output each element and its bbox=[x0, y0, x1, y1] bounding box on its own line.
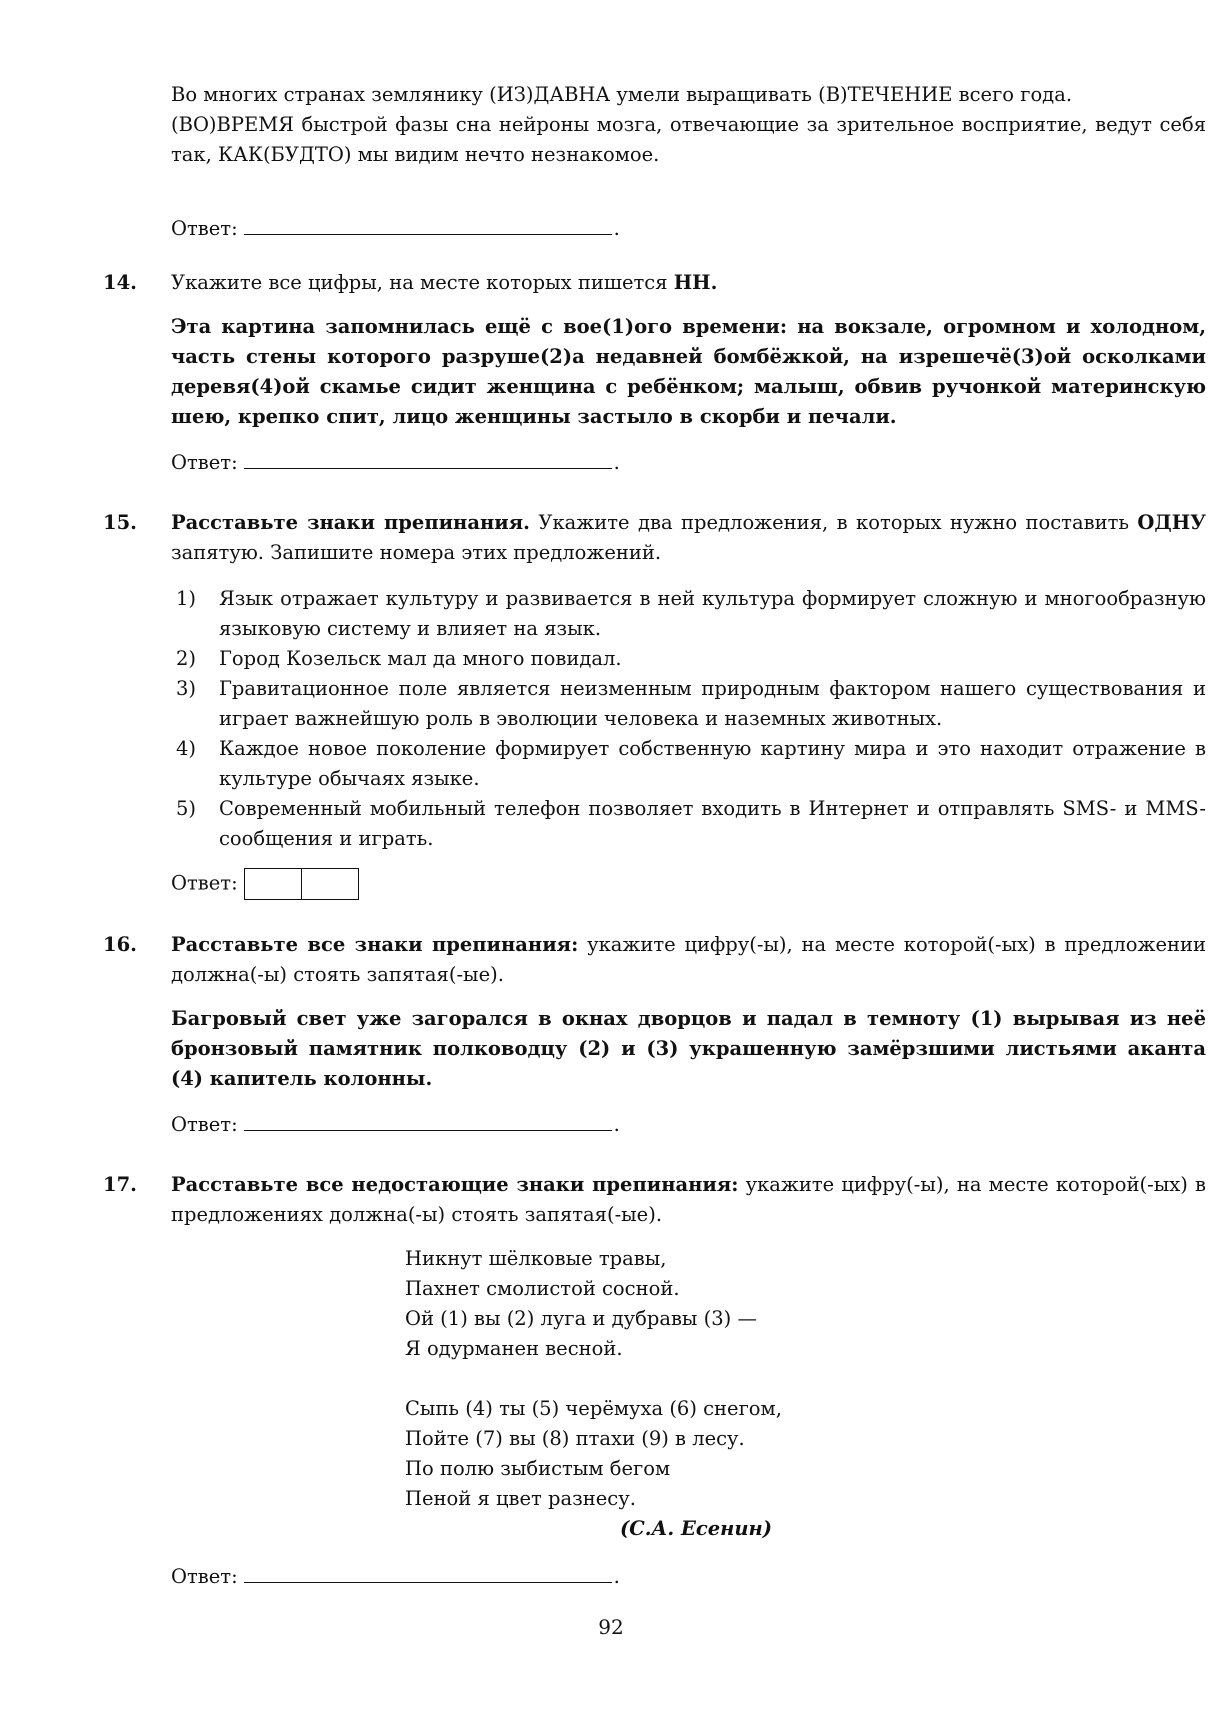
q15-prompt-text: Укажите два предложения, в которых нужно поставить bbox=[529, 511, 1138, 534]
answer-dot: . bbox=[613, 1113, 620, 1136]
option-text: Язык отражает культуру и развивается в ней культура формирует сложную и многообразную языковую систему и влияет на язык. bbox=[219, 587, 1206, 640]
q14-prompt bbox=[171, 268, 1206, 298]
answer-17 bbox=[171, 1562, 620, 1592]
list-item bbox=[171, 584, 1206, 644]
poem-line: Сыпь (4) ты (5) черёмуха (6) снегом, bbox=[405, 1397, 782, 1420]
answer-label: Ответ: bbox=[171, 1565, 238, 1588]
q16-prompt-bold: Расставьте все знаки препинания: bbox=[171, 933, 579, 956]
answer-16-field[interactable] bbox=[244, 1110, 612, 1131]
q14-number: 14. bbox=[103, 271, 137, 294]
q15-prompt-bold2: ОДНУ bbox=[1137, 511, 1206, 534]
page-number: 92 bbox=[598, 1615, 624, 1639]
q16-prompt bbox=[171, 930, 1206, 990]
option-text: Каждое новое поколение формирует собственную картину мира и это находит отражение в культуре обычаях языке. bbox=[219, 737, 1206, 790]
q17-prompt-bold: Расставьте все недостающие знаки препинания: bbox=[171, 1173, 739, 1196]
q15-prompt-text2: запятую. Запишите номера этих предложений. bbox=[171, 541, 662, 564]
poem-line: Пойте (7) вы (8) птахи (9) в лесу. bbox=[405, 1427, 745, 1450]
poem-line: Я одурманен весной. bbox=[405, 1337, 623, 1360]
q15-options bbox=[171, 584, 1206, 854]
option-number: 3) bbox=[176, 677, 197, 700]
option-text: Город Козельск мал да много повидал. bbox=[219, 647, 622, 670]
q17-poem bbox=[405, 1244, 782, 1514]
answer-box[interactable] bbox=[245, 869, 301, 899]
q14-prompt-bold: НН. bbox=[673, 271, 718, 294]
q15-prompt bbox=[171, 508, 1206, 568]
q14-prompt-text: Укажите все цифры, на месте которых пишется bbox=[171, 271, 674, 294]
answer-dot: . bbox=[613, 1565, 620, 1588]
poem-stanza bbox=[405, 1394, 782, 1514]
top-text bbox=[171, 80, 1206, 170]
answer-dot: . bbox=[613, 217, 620, 240]
top-sentence-2: (ВО)ВРЕМЯ быстрой фазы сна нейроны мозга, отвечающие за зрительное восприятие, ведут себя так, КАК(БУДТО) мы видим нечто незнакомое. bbox=[171, 113, 1206, 166]
answer-box[interactable] bbox=[301, 869, 358, 899]
answer-15 bbox=[171, 868, 359, 900]
answer-dot: . bbox=[613, 451, 620, 474]
answer-16 bbox=[171, 1110, 620, 1140]
answer-label: Ответ: bbox=[171, 217, 238, 240]
q16-text: Багровый свет уже загорался в окнах дворцов и падал в темноту (1) вырывая из неё бронзовый памятник полководцу (2) и (3) украшенную замёрзшими листьями аканта (4) капитель колонны. bbox=[171, 1007, 1206, 1090]
q16-number: 16. bbox=[103, 933, 137, 956]
answer-label: Ответ: bbox=[171, 451, 238, 474]
q14-text: Эта картина запомнилась ещё с вое(1)ого времени: на вокзале, огромном и холодном, часть стены которого разруше(2)а недавней бомбёжкой, на изрешечё(3)ой осколками деревя(4)ой скамье сидит женщина с ребёнком; малыш, обвив ручонкой материнскую шею, крепко спит, лицо женщины застыло в скорби и печали. bbox=[171, 315, 1206, 428]
poem-line: Пахнет смолистой сосной. bbox=[405, 1277, 680, 1300]
q15-prompt-bold: Расставьте знаки препинания. bbox=[171, 511, 530, 534]
q17-number: 17. bbox=[103, 1173, 137, 1196]
answer-13-field[interactable] bbox=[244, 214, 612, 235]
answer-14-field[interactable] bbox=[244, 448, 612, 469]
poem-line: Никнут шёлковые травы, bbox=[405, 1247, 667, 1270]
poem-author: (С.А. Есенин) bbox=[620, 1517, 772, 1540]
poem-line: Ой (1) вы (2) луга и дубравы (3) — bbox=[405, 1307, 757, 1330]
answer-13 bbox=[171, 214, 620, 244]
list-item bbox=[171, 644, 1206, 674]
q15-number: 15. bbox=[103, 511, 137, 534]
poem-stanza bbox=[405, 1244, 782, 1364]
q17-prompt-text: укажите цифру(-ы), на месте которой(-ых) в предложениях должна(-ы) стоять запятая(-ые). bbox=[171, 1173, 1207, 1226]
answer-label: Ответ: bbox=[171, 871, 238, 895]
q16-prompt-text: укажите цифру(-ы), на месте которой(-ых) в предложении должна(-ы) стоять запятая(-ые). bbox=[171, 933, 1206, 986]
q17-prompt bbox=[171, 1170, 1206, 1230]
list-item bbox=[171, 734, 1206, 794]
option-number: 1) bbox=[176, 587, 197, 610]
answer-17-field[interactable] bbox=[244, 1562, 612, 1583]
option-text: Гравитационное поле является неизменным природным фактором нашего существования и играет важнейшую роль в эволюции человека и наземных животных. bbox=[219, 677, 1206, 730]
option-number: 5) bbox=[176, 797, 197, 820]
list-item bbox=[171, 674, 1206, 734]
poem-line: По полю зыбистым бегом bbox=[405, 1457, 671, 1480]
poem-line: Пеной я цвет разнесу. bbox=[405, 1487, 636, 1510]
list-item bbox=[171, 794, 1206, 854]
option-number: 4) bbox=[176, 737, 197, 760]
option-text: Современный мобильный телефон позволяет входить в Интернет и отправлять SMS- и MMS-сообщения и играть. bbox=[219, 797, 1206, 850]
answer-label: Ответ: bbox=[171, 1113, 238, 1136]
option-number: 2) bbox=[176, 647, 197, 670]
answer-15-boxes[interactable] bbox=[244, 868, 359, 900]
answer-14 bbox=[171, 448, 620, 478]
top-sentence-1: Во многих странах землянику (ИЗ)ДАВНА умели выращивать (В)ТЕЧЕНИЕ всего года. bbox=[171, 83, 1073, 106]
